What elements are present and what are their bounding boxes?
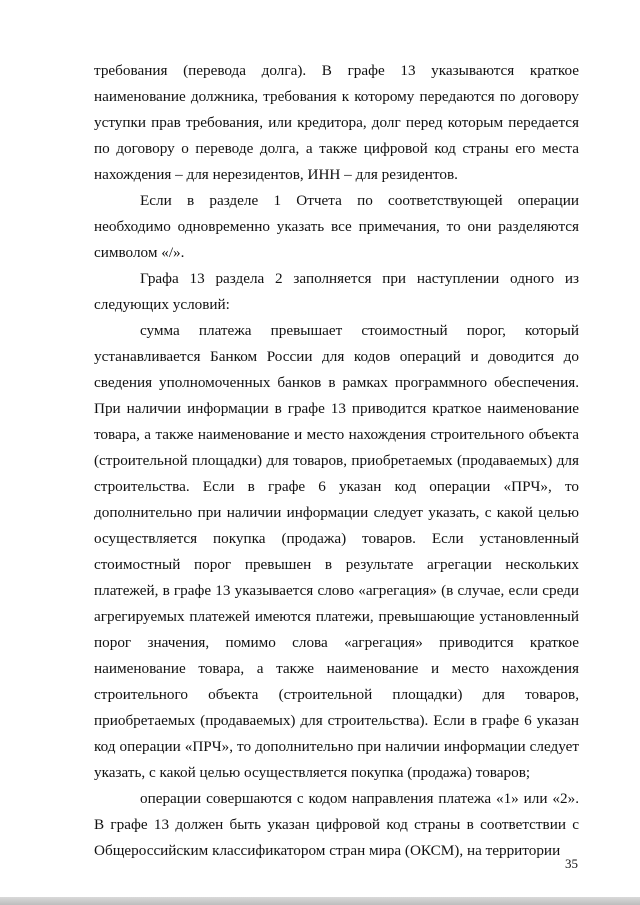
page-bottom-edge [0,897,640,905]
page-number: 35 [565,856,578,871]
paragraph-continuation: требования (перевода долга). В графе 13 указываются краткое наименование должника, требования к которому передаются по договору уступки прав требования, или кредитора, долг перед которым передается по договору о переводе долга, а также цифровой код страны его места нахождения – для нерезидентов, ИНН – для резидентов. [94,62,579,183]
paragraph-condition-payment-threshold: сумма платежа превышает стоимостный порог, который устанавливается Банком России для кодов операций и доводится до сведения уполномоченных банков в рамках программного обеспечения. При наличии информации в графе 13 приводится краткое наименование товара, а также наименование и место нахождения строительного объекта (строительной площадки) для товаров, приобретаемых (продаваемых) для строительства. Если в графе 6 указан код операции «ПРЧ», то дополнительно при наличии информации следует указать, с какой целью осуществляется покупка (продажа) товаров. Если установленный стоимостный порог превышен в результате агрегации нескольких платежей, в графе 13 указывается слово «агрегация» (в случае, если среди агрегируемых платежей имеются платежи, превышающие установленный порог значения, помимо слова «агрегация» приводится краткое наименование товара, а также наименование и место нахождения строительного объекта (строительной площадки) для товаров, приобретаемых (продаваемых) для строительства). Если в графе 6 указан код операции «ПРЧ», то дополнительно при наличии информации следует указать, с какой целью осуществляется покупка (продажа) товаров; [94,322,579,781]
paragraph-notes-separator: Если в разделе 1 Отчета по соответствующей операции необходимо одновременно указать все примечания, то они разделяются символом «/». [94,192,579,261]
document-body [94,58,579,864]
paragraph-column-13-conditions: Графа 13 раздела 2 заполняется при наступлении одного из следующих условий: [94,270,579,313]
paragraph-condition-payment-direction: операции совершаются с кодом направления платежа «1» или «2». В графе 13 должен быть указан цифровой код страны в соответствии с Общероссийским классификатором стран мира (ОКСМ), на территории [94,790,579,859]
